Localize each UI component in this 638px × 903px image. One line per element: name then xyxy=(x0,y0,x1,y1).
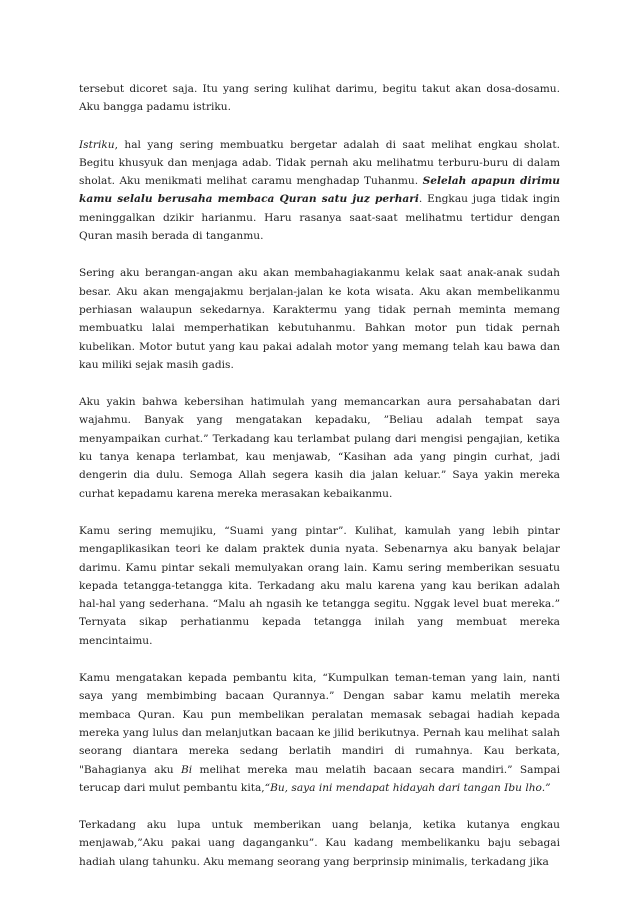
text-run: Terkadang aku lupa untuk memberikan uang belanja, ketika kutanya engkau menjawab,”Aku pakai uang daganganku”. Kau kadang membelikanku baju sebagai hadiah ulang tahunku. Aku memang seorang yang berprinsip minimalis, terkadang jika xyxy=(79,819,560,868)
text-run: Sering aku berangan-angan aku akan membahagiakanmu kelak saat anak-anak sudah besar. Aku akan mengajakmu berjalan-jalan ke kota wisata. Aku akan membelikanmu perhiasan walaupun sekedarnya. Karaktermu yang tidak pernah meminta memang membuatku lalai memperhatikan kebutuhanmu. Bahkan motor pun tidak pernah kubelikan. Motor butut yang kau pakai adalah motor yang memang telah kau bawa dan kau miliki sejak masih gadis. xyxy=(79,267,560,371)
text-run-italic: Bi xyxy=(180,763,193,776)
paragraph-4 xyxy=(79,393,560,503)
paragraph-1 xyxy=(79,80,560,117)
paragraph-7 xyxy=(79,816,560,871)
text-run: tersebut dicoret saja. Itu yang sering kulihat darimu, begitu takut akan dosa-dosamu. Aku bangga padamu istriku. xyxy=(79,83,560,114)
text-run: melihat mereka mau melatih bacaan secara mandiri.” Sampai terucap dari mulut pembantu kita, xyxy=(79,763,561,794)
text-run: Kamu sering memujiku, “Suami yang pintar”. Kulihat, kamulah yang lebih pintar mengaplikasikan teori ke dalam praktek dunia nyata. Sebenarnya aku banyak belajar darimu. Kamu pintar sekali memulyakan orang lain. Kamu sering memberikan sesuatu kepada tetangga-tetangga kita. Terkadang aku malu karena yang kau berikan adalah hal-hal yang sederhana. “Malu ah ngasih ke tetangga segitu. Nggak level buat mereka.” Ternyata sikap perhatianmu kepada tetangga inilah yang membuat mereka mencintaimu. xyxy=(79,524,560,647)
text-run: , hal yang sering membuatku bergetar adalah di saat melihat engkau sholat. Begitu khusyuk dan menjaga adab. Tidak pernah aku melihatmu terburu-buru di dalam sholat. Aku menikmati melihat caramu menghadap Tuhanmu. xyxy=(79,138,560,188)
text-run: Kamu mengatakan kepada pembantu kita, “Kumpulkan teman-teman yang lain, nanti saya yang membimbing bacaan Qurannya.” Dengan sabar kamu melatih mereka membaca Quran. Kau pun membelikan peralatan memasak sebagai hadiah kepada mereka yang lulus dan melanjutkan bacaan ke jilid berikutnya. Pernah kau melihat salah seorang diantara mereka sedang berlatih mandiri di rumahnya. Kau berkata, "Bahagianya aku xyxy=(79,672,560,776)
document-page xyxy=(79,80,560,871)
text-run-italic: Istriku xyxy=(79,138,115,151)
text-run: . Engkau juga tidak ingin meninggalkan dzikir harianmu. Haru rasanya saat-saat melihatmu tertidur dengan Quran masih berada di tanganmu. xyxy=(79,193,560,243)
text-run: Aku yakin bahwa kebersihan hatimulah yang memancarkan aura persahabatan dari wajahmu. Banyak yang mengatakan kepadaku, ”Beliau adalah tempat saya menyampaikan curhat.” Terkadang kau terlambat pulang dari mengisi pengajian, ketika ku tanya kenapa terlambat, kau menjawab, “Kasihan ada yang pingin curhat, jadi dengerin dia dulu. Semoga Allah segera kasih dia jalan keluar.” Saya yakin mereka curhat kepadamu karena mereka merasakan kebaikanmu. xyxy=(79,396,560,500)
paragraph-2 xyxy=(79,136,560,246)
paragraph-5 xyxy=(79,522,560,650)
text-run-bold-italic: Selelah apapun dirimu kamu selalu berusaha membaca Quran satu juz perhari xyxy=(79,175,560,206)
paragraph-6 xyxy=(79,669,560,797)
paragraph-3 xyxy=(79,264,560,374)
text-run-italic: “Bu, saya ini mendapat hidayah dari tangan Ibu lho.” xyxy=(264,781,551,794)
